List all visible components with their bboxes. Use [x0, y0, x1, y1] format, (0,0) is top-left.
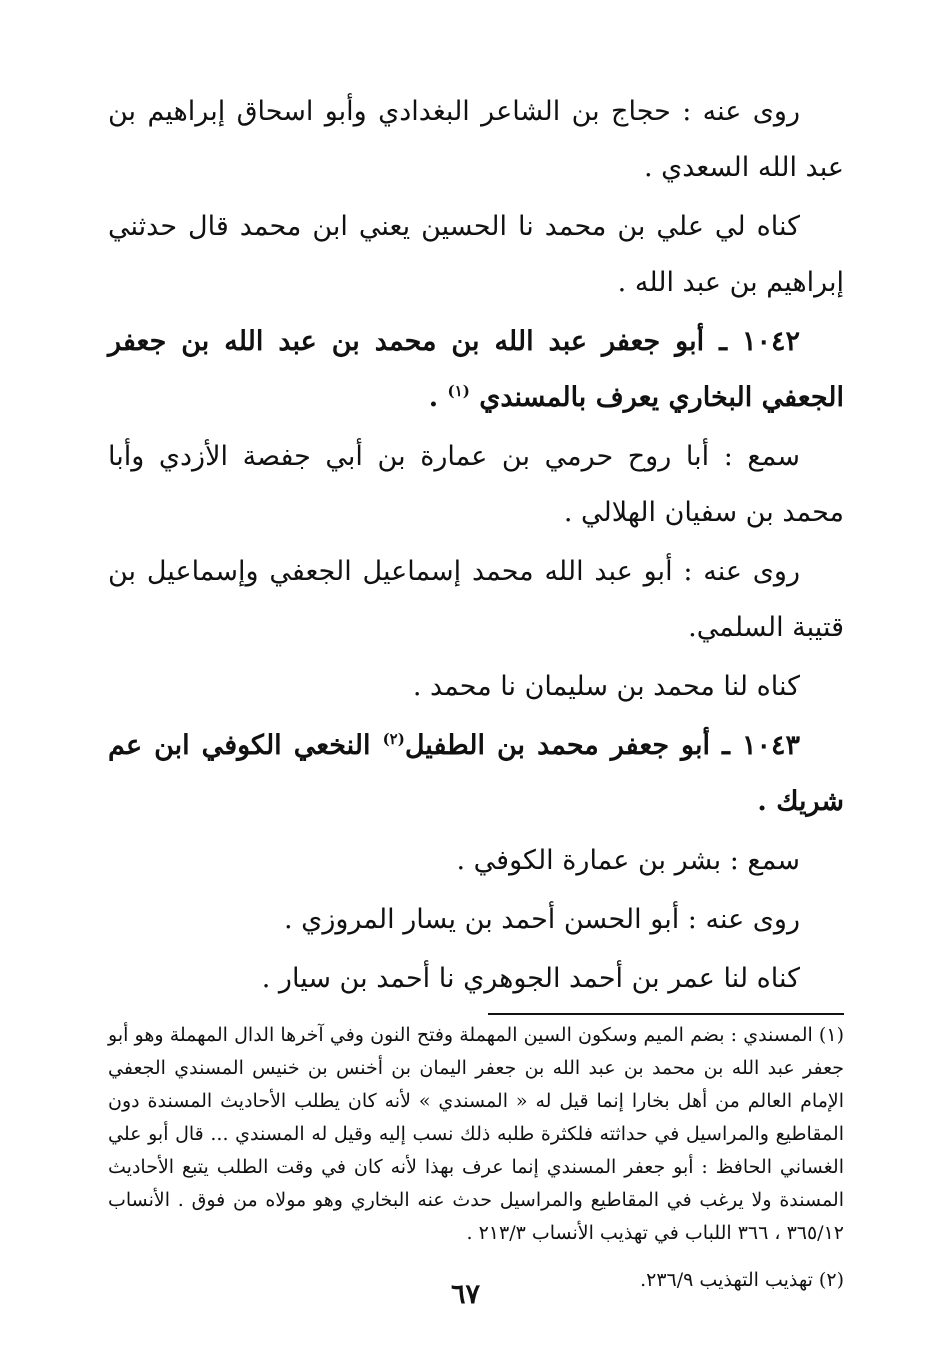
footnote-2: (٢) تهذيب التهذيب ٢٣٦/٩. — [640, 1269, 844, 1291]
paragraph-kunya-source: كناه لي علي بن محمد نا الحسين يعني ابن محمد قال حدثني إبراهيم بن عبد الله . — [108, 211, 844, 298]
paragraph-heard-from: سمع : أبا روح حرمي بن عمارة بن أبي جفصة الأزدي وأبا محمد بن سفيان الهلالي . — [108, 441, 844, 528]
footnote-1: (١) المسندي : بضم الميم وسكون السين المهملة وفتح النون وفي آخرها الدال المهملة وهو أبو جعفر عبد الله بن محمد بن عبد الله بن جعفر اليمان بن أخنس بن خنيس المسندي الجعفي الإمام العالم من أهل بخارا إنما قيل له « المسندي » لأنه كان يطلب الأحاديث المسندة دون المقاطيع والمراسيل في حداثته فلكثرة طلبه ذلك نسب إليه وقيل له المسندي ... قال أبو علي الغساني الحافظ : أبو جعفر المسندي إنما عرف بهذا لأنه كان في وقت الطلب يتبع الأحاديث المسندة ولا يرغب في المقاطيع والمراسيل حدث عنه البخاري وهو مولاه من فوق . الأنساب ٣٦٥/١٢ ، ٣٦٦ اللباب في تهذيب الأنساب ٢١٣/٣ . — [108, 1024, 844, 1244]
footnote-divider — [488, 1013, 844, 1015]
entry-heading-1042 — [108, 314, 844, 426]
paragraph-kunya-source-3: كناه لنا عمر بن أحمد الجوهري نا أحمد بن سيار . — [261, 963, 800, 994]
footnote-ref-2: (٢) — [382, 730, 405, 748]
entry-heading-1043 — [108, 718, 844, 830]
page-number: ٦٧ — [450, 1279, 480, 1310]
paragraph-narrators-from: روى عنه : حجاج بن الشاعر البغدادي وأبو اسحاق إبراهيم بن عبد الله السعدي . — [108, 96, 844, 183]
entry-heading-1043-end: النخعي الكوفي ابن عم شريك . — [108, 730, 844, 817]
paragraph-heard-from-2: سمع : بشر بن عمارة الكوفي . — [456, 845, 800, 876]
entry-heading-1042-end: . — [428, 382, 448, 413]
entry-heading-1043-text: ١٠٤٣ ـ أبو جعفر محمد بن الطفيل — [404, 730, 800, 761]
paragraph-kunya-source-2: كناه لنا محمد بن سليمان نا محمد . — [412, 671, 800, 702]
page-body — [108, 84, 844, 1297]
paragraph-narrators-from-2: روى عنه : أبو عبد الله محمد إسماعيل الجعفي وإسماعيل بن قتيبة السلمي. — [108, 556, 844, 643]
entry-heading-1042-text: ١٠٤٢ ـ أبو جعفر عبد الله بن محمد بن عبد الله بن جعفر الجعفي البخاري يعرف بالمسندي — [108, 326, 844, 413]
paragraph-narrators-from-3: روى عنه : أبو الحسن أحمد بن يسار المروزي . — [284, 904, 800, 935]
footnote-ref-1: (١) — [447, 382, 470, 400]
